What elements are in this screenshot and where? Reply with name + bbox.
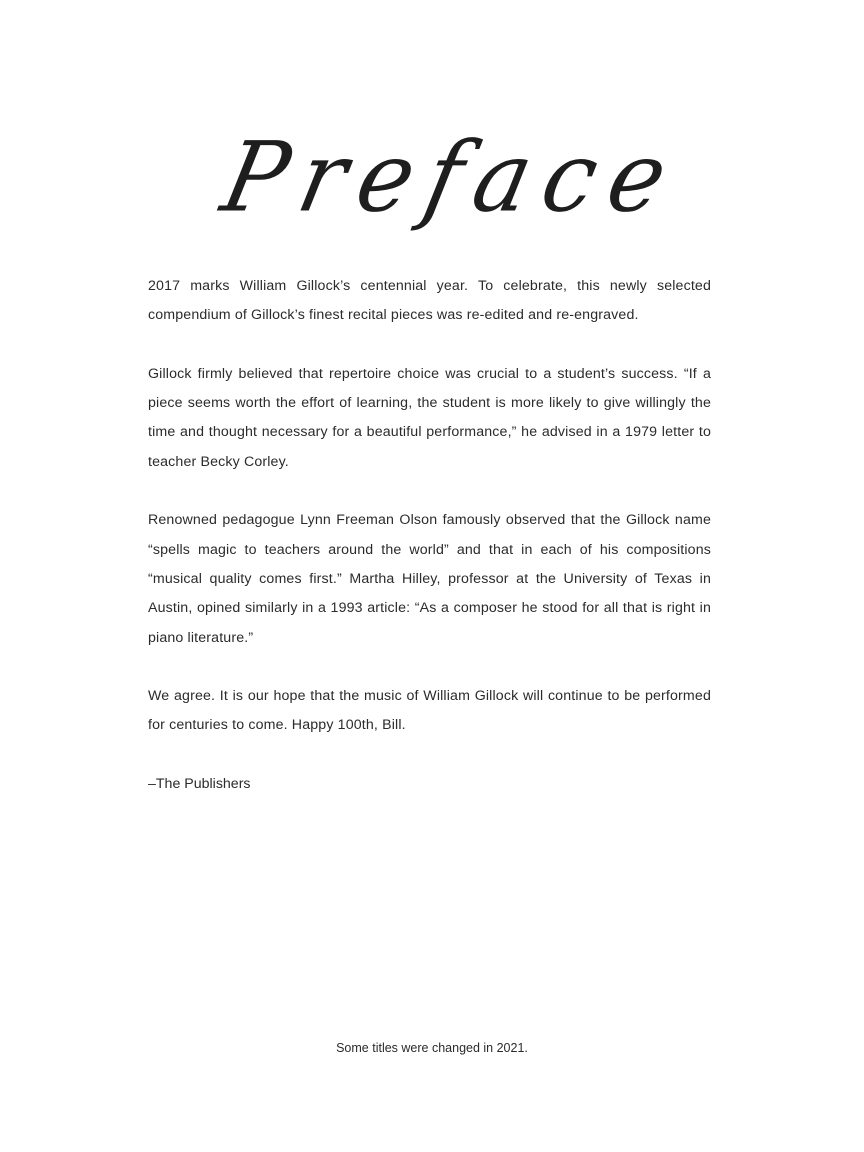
- paragraph-olson-hilley: Renowned pedagogue Lynn Freeman Olson famously observed that the Gillock name “spells magic to teachers around the world” and that in each of his compositions “musical quality comes first.” Martha Hilley, professor at the University of Texas in Austin, opined similarly in a 1993 article: “As a composer he stood for all that is right in piano literature.”: [148, 512, 711, 646]
- page-title: Preface: [213, 121, 691, 234]
- publisher-signature: –The Publishers: [148, 776, 251, 793]
- title-container: [0, 118, 864, 258]
- paragraph-repertoire: Gillock firmly believed that repertoire choice was crucial to a student’s success. “If a piece seems worth the effort of learning, the student is more likely to give willingly the time and thought necessary for a beautiful performance,” he advised in a 1979 letter to teacher Becky Corley.: [148, 365, 711, 470]
- paragraph-centennial: 2017 marks William Gillock’s centennial year. To celebrate, this newly selected compendium of Gillock’s finest recital pieces was re-edited and re-engraved.: [148, 278, 711, 324]
- paragraph-closing: We agree. It is our hope that the music of William Gillock will continue to be performed for centuries to come. Happy 100th, Bill.: [148, 688, 711, 734]
- footnote: Some titles were changed in 2021.: [336, 1041, 528, 1055]
- preface-body: [148, 272, 711, 799]
